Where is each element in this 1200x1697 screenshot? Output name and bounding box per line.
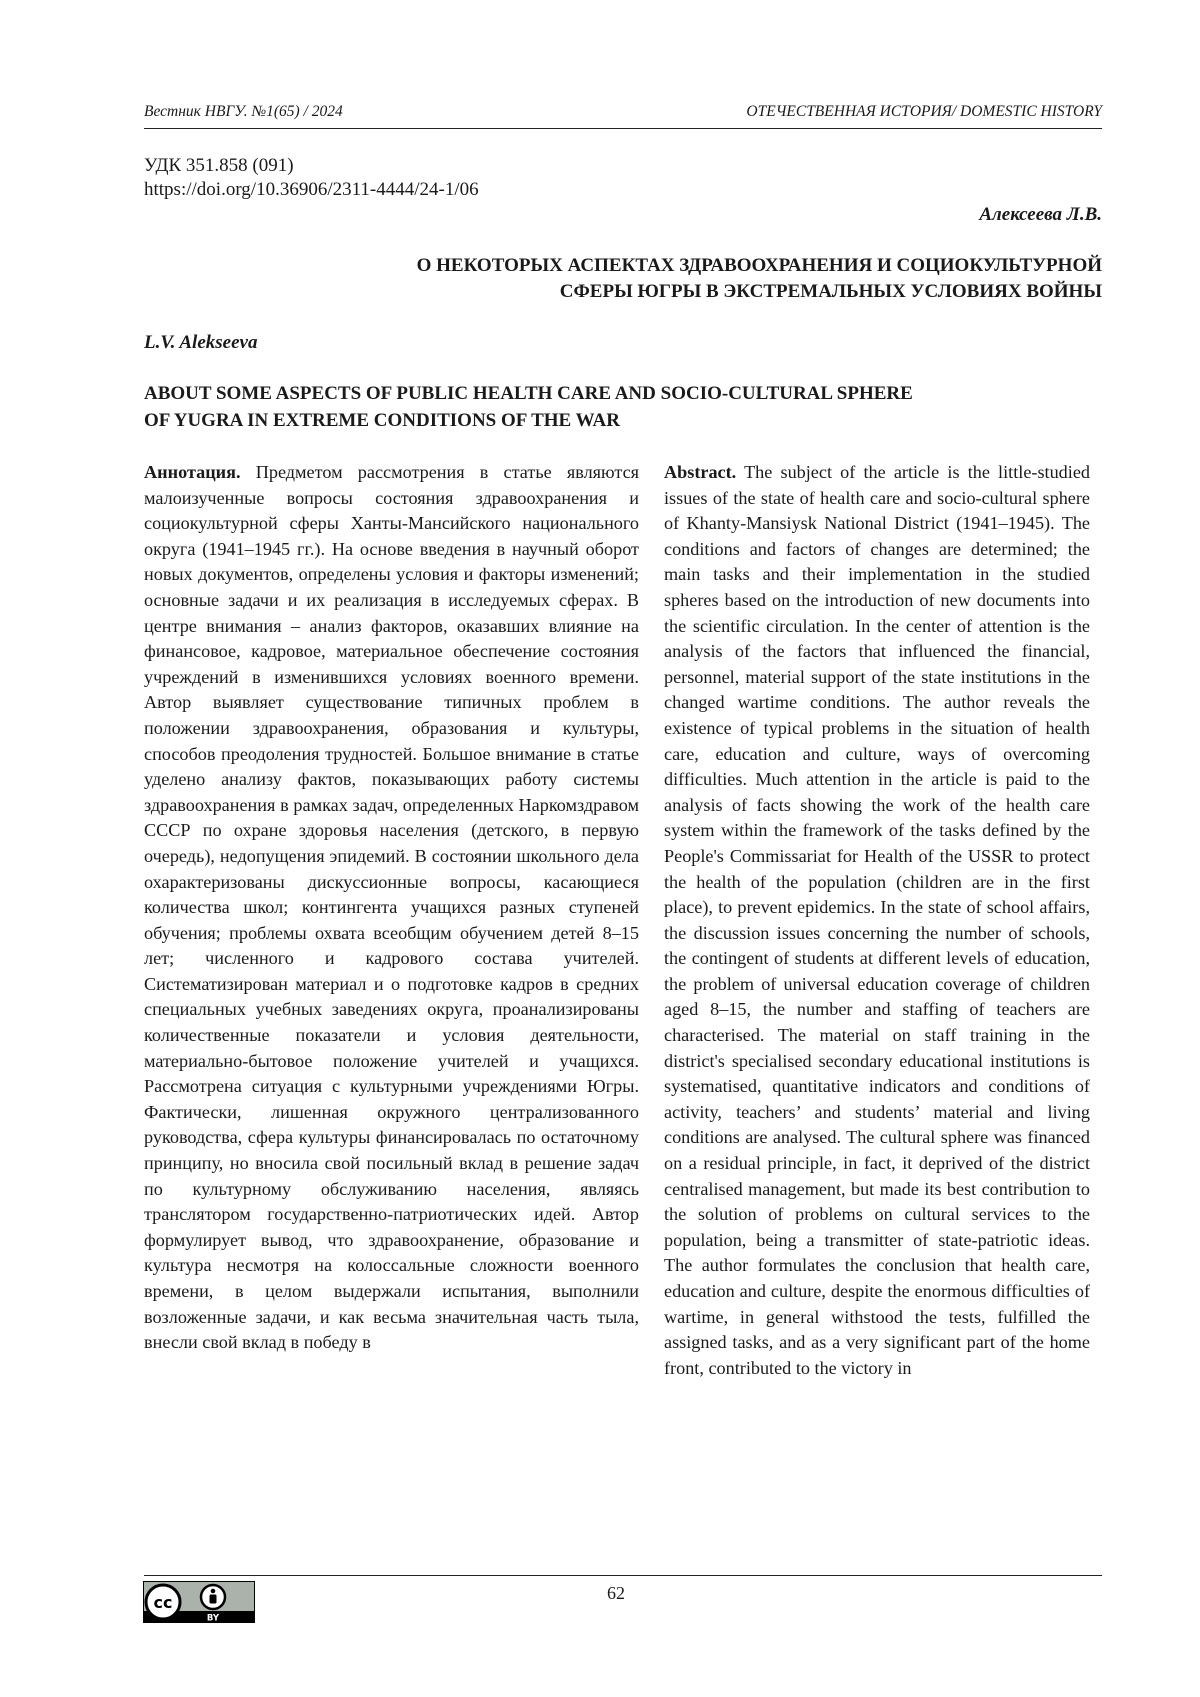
author-ru: Алексеева Л.В.: [979, 204, 1102, 225]
section-name: ОТЕЧЕСТВЕННАЯ ИСТОРИЯ/ DOMESTIC HISTORY: [746, 103, 1102, 120]
abstract-ru-label: Аннотация.: [144, 462, 241, 482]
author-en: L.V. Alekseeva: [144, 332, 258, 353]
abstract-en: [664, 460, 1090, 1560]
cc-by-icon: [143, 1581, 255, 1623]
doi-link[interactable]: https://doi.org/10.36906/2311-4444/24-1/06: [144, 179, 479, 200]
udc-code: УДК 351.858 (091): [144, 155, 294, 176]
title-ru: [202, 253, 1102, 305]
title-en-line: OF YUGRA IN EXTREME CONDITIONS OF THE WAR: [144, 410, 620, 431]
title-en: [144, 380, 1074, 434]
page-number: 62: [607, 1583, 625, 1603]
license-badge-text: BY: [206, 1613, 220, 1623]
journal-name: Вестник НВГУ. №1(65) / 2024: [144, 103, 343, 120]
abstract-en-label: Abstract.: [664, 462, 737, 482]
header-divider: [144, 128, 1102, 129]
title-ru-line: СФЕРЫ ЮГРЫ В ЭКСТРЕМАЛЬНЫХ УСЛОВИЯХ ВОЙНЫ: [559, 281, 1102, 302]
footer-divider: [144, 1575, 1102, 1576]
abstract-en-text: The subject of the article is the little-studied issues of the state of health care and socio-cultural sphere of Khanty-Mansiysk National District (1941–1945). The conditions and factors of changes are determined; the main tasks and their implementation in the studied spheres based on the introduction of new documents into the scientific circulation. In the center of attention is the analysis of the factors that influenced the financial, personnel, material support of the state institutions in the changed wartime conditions. The author reveals the existence of typical problems in the situation of health care, education and culture, ways of overcoming difficulties. Much attention in the article is paid to the analysis of facts showing the work of the health care system within the framework of the tasks defined by the People's Commissariat for Health of the USSR to protect the health of the population (children are in the first place), to prevent epidemics. In the state of school affairs, the discussion issues concerning the number of schools, the contingent of students at different levels of education, the problem of universal education coverage of children aged 8–15, the number and staffing of teachers are characterised. The material on staff training in the district's specialised secondary educational institutions is systematised, quantitative indicators and conditions of activity, teachers’ and students’ material and living conditions are analysed. The cultural sphere was financed on a residual principle, in fact, it deprived of the district centralised management, but made its best contribution to the solution of problems on cultural services to the population, being a transmitter of state-patriotic ideas. The author formulates the conclusion that health care, education and culture, despite the enormous difficulties of wartime, in general withstood the tests, fulfilled the assigned tasks, and as a very significant part of the home front, contributed to the victory in: [664, 462, 1090, 1378]
title-en-line: ABOUT SOME ASPECTS OF PUBLIC HEALTH CARE AND SOCIO-CULTURAL SPHERE: [144, 383, 913, 404]
abstract-ru-text: Предметом рассмотрения в статье являются малоизученные вопросы состояния здравоохранения и социокультурной сферы Ханты-Мансийского национального округа (1941–1945 гг.). На основе введения в научный оборот новых документов, определены условия и факторы изменений; основные задачи и их реализация в исследуемых сферах. В центре внимания – анализ факторов, оказавших влияние на финансовое, кадровое, материальное обеспечение состояния учреждений в изменившихся условиях военного времени. Автор выявляет существование типичных проблем в положении здравоохранения, образования и культуры, способов преодоления трудностей. Большое внимание в статье уделено анализу фактов, показывающих работу системы здравоохранения в рамках задач, определенных Наркомздравом СССР по охране здоровья населения (детского, в первую очередь), недопущения эпидемий. В состоянии школьного дела охарактеризованы дискуссионные вопросы, касающиеся количества школ; контингента учащихся разных ступеней обучения; проблемы охвата всеобщим обучением детей 8–15 лет; численного и кадрового состава учителей. Систематизирован материал и о подготовке кадров в средних специальных учебных заведениях округа, проанализированы количественные показатели и условия деятельности, материально-бытовое положение учителей и учащихся. Рассмотрена ситуация с культурными учреждениями Югры. Фактически, лишенная окружного централизованного руководства, сфера культуры финансировалась по остаточному принципу, но вносила свой посильный вклад в решение задач по культурному обслуживанию населения, являясь транслятором государственно-патриотических идей. Автор формулирует вывод, что здравоохранение, образование и культура несмотря на колоссальные сложности военного времени, в целом выдержали испытания, выполнили возложенные задачи, и как весьма значительная часть тыла, внесли свой вклад в победу в: [144, 462, 639, 1353]
svg-text:cc: cc: [153, 1593, 173, 1612]
title-ru-line: О НЕКОТОРЫХ АСПЕКТАХ ЗДРАВООХРАНЕНИЯ И СОЦИОКУЛЬТУРНОЙ: [416, 255, 1102, 276]
abstract-ru: [144, 460, 639, 1560]
